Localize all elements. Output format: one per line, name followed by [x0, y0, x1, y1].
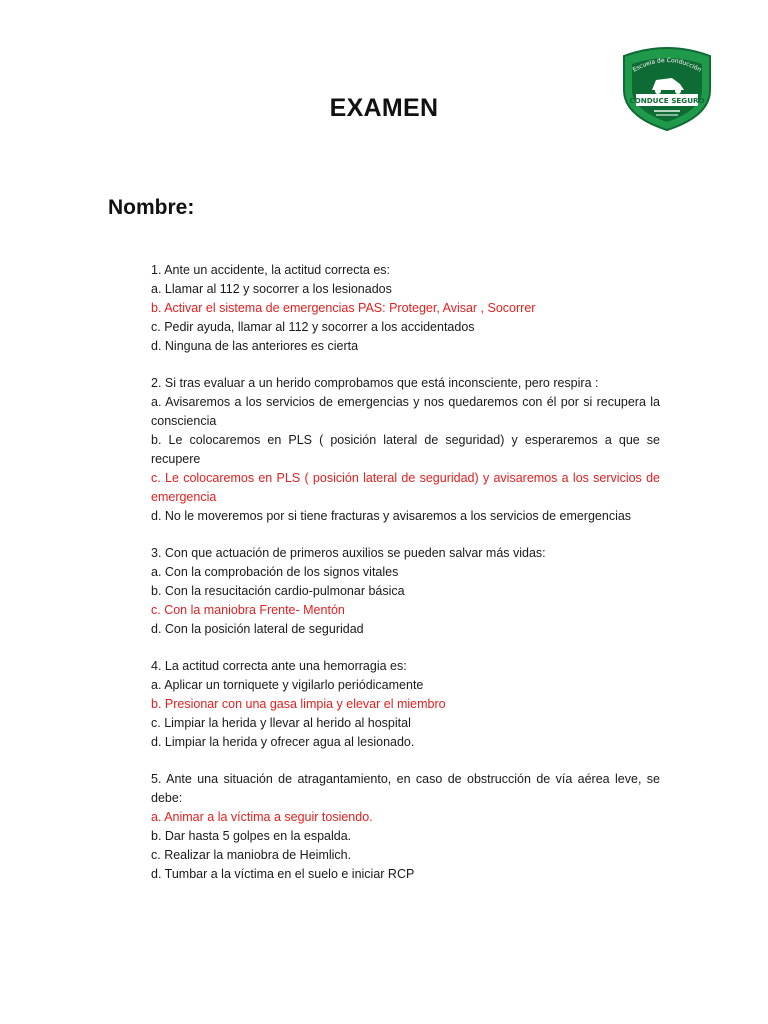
exam-title: EXAMEN [329, 94, 439, 122]
answer-option-d: d. Con la posición lateral de seguridad [151, 622, 364, 636]
answer-option-a: a. Avisaremos a los servicios de emergencias y nos quedaremos con él por si recupera la consciencia [151, 395, 660, 428]
answer-option-c: c. Limpiar la herida y llevar al herido al hospital [151, 716, 411, 730]
question-3 [151, 544, 660, 639]
question-1 [151, 261, 660, 356]
logo-banner-text: CONDUCE SEGURO [629, 96, 705, 105]
answer-option-b: b. Le colocaremos en PLS ( posición lateral de seguridad) y esperaremos a que se recupere [151, 433, 660, 466]
answer-option-d: d. Limpiar la herida y ofrecer agua al lesionado. [151, 735, 415, 749]
answer-option-b: b. Con la resucitación cardio-pulmonar básica [151, 584, 405, 598]
answer-option-d: d. No le moveremos por si tiene fracturas y avisaremos a los servicios de emergencias [151, 509, 632, 523]
answer-option-a: a. Llamar al 112 y socorrer a los lesionados [151, 282, 392, 296]
question-prompt: 4. La actitud correcta ante una hemorragia es: [151, 659, 407, 673]
answer-option-d: d. Tumbar a la víctima en el suelo e iniciar RCP [151, 867, 415, 881]
question-4 [151, 657, 660, 752]
question-2 [151, 374, 660, 526]
answer-option-c-correct: c. Con la maniobra Frente- Mentón [151, 603, 345, 617]
name-label: Nombre: [108, 196, 195, 219]
answer-option-b: b. Dar hasta 5 golpes en la espalda. [151, 829, 352, 843]
answer-option-b-correct: b. Activar el sistema de emergencias PAS: Proteger, Avisar , Socorrer [151, 301, 536, 315]
answer-option-a: a. Con la comprobación de los signos vitales [151, 565, 399, 579]
answer-option-c: c. Realizar la maniobra de Heimlich. [151, 848, 352, 862]
answer-option-b-correct: b. Presionar con una gasa limpia y elevar el miembro [151, 697, 446, 711]
logo-top-text: Escuela de Conducción [631, 56, 703, 74]
answer-option-a-correct: a. Animar a la víctima a seguir tosiendo. [151, 810, 373, 824]
question-prompt: 2. Si tras evaluar a un herido comprobamos que está inconsciente, pero respira : [151, 376, 599, 390]
question-5 [151, 770, 660, 884]
question-prompt: 3. Con que actuación de primeros auxilios se pueden salvar más vidas: [151, 546, 546, 560]
answer-option-c: c. Pedir ayuda, llamar al 112 y socorrer a los accidentados [151, 320, 475, 334]
question-prompt: 5. Ante una situación de atragantamiento, en caso de obstrucción de vía aérea leve, se debe: [151, 772, 660, 805]
answer-option-d: d. Ninguna de las anteriores es cierta [151, 339, 359, 353]
answer-option-c-correct: c. Le colocaremos en PLS ( posición lateral de seguridad) y avisaremos a los servicios de emergencia [151, 471, 660, 504]
question-list [151, 261, 660, 902]
answer-option-a: a. Aplicar un torniquete y vigilarlo periódicamente [151, 678, 424, 692]
question-prompt: 1. Ante un accidente, la actitud correcta es: [151, 263, 391, 277]
